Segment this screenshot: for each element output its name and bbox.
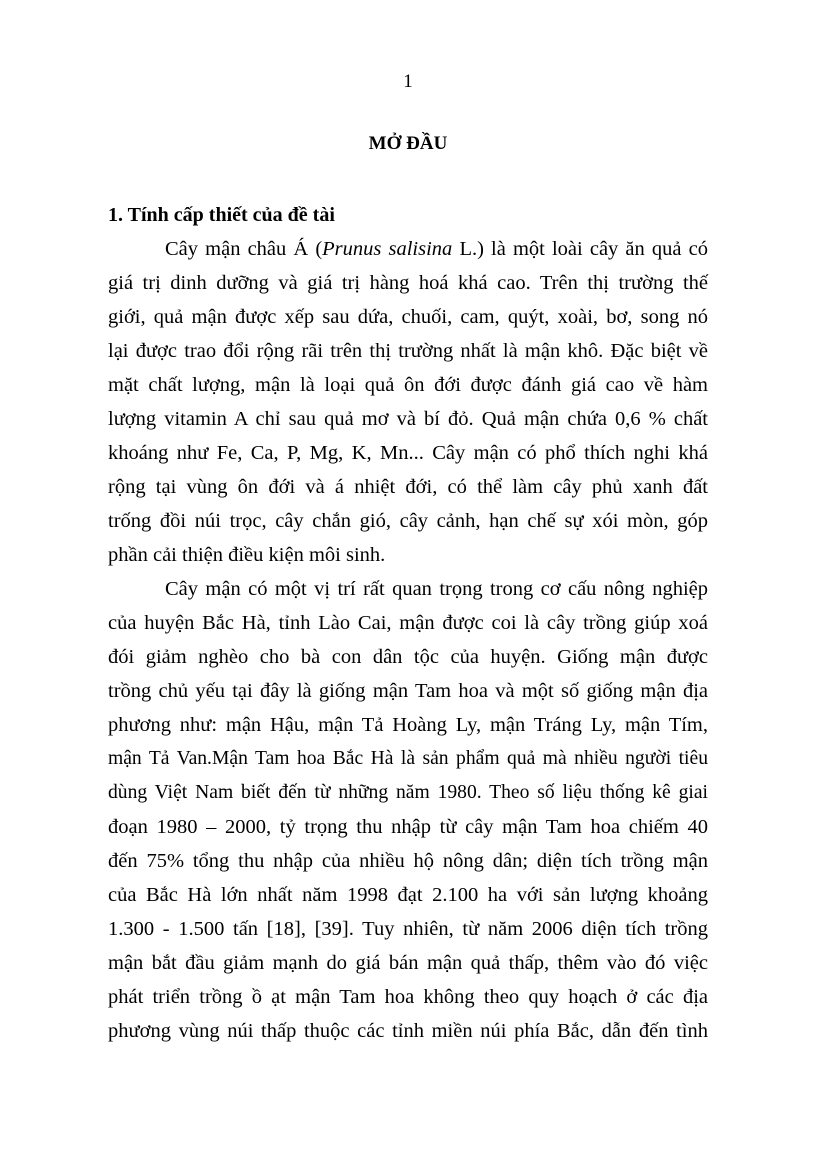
species-name: Prunus salisina [322, 238, 453, 260]
paragraph-1-text-start: Cây mận châu Á ( [165, 238, 323, 260]
paragraph-2-line: mận Tả Van.Mận Tam hoa Bắc Hà là sản phẩm quả mà nhiều người tiêu [108, 748, 708, 769]
paragraph-1-text-end: L.) là một loài cây ăn quả có [452, 238, 708, 260]
paragraph-1-line: khoáng như Fe, Ca, P, Mg, K, Mn... Cây mận có phổ thích nghi khá [108, 442, 708, 464]
paragraph-1-line: lượng vitamin A chỉ sau quả mơ và bí đỏ. Quả mận chứa 0,6 % chất [108, 408, 708, 430]
paragraph-2-line: 1.300 - 1.500 tấn [18], [39]. Tuy nhiên, từ năm 2006 diện tích trồng [108, 918, 708, 940]
chapter-title: MỞ ĐẦU [368, 133, 448, 154]
paragraph-2-line: đoạn 1980 – 2000, tỷ trọng thu nhập từ cây mận Tam hoa chiếm 40 [108, 816, 708, 838]
paragraph-2-line: dùng Việt Nam biết đến từ những năm 1980. Theo số liệu thống kê giai [108, 782, 708, 803]
page-number: 1 [403, 71, 413, 92]
paragraph-1-line: phần cải thiện điều kiện môi sinh. [108, 544, 386, 566]
paragraph-2-line-1: Cây mận có một vị trí rất quan trọng trong cơ cấu nông nghiệp [165, 578, 708, 600]
paragraph-1-line: lại được trao đổi rộng rãi trên thị trường nhất là mận khô. Đặc biệt về [108, 340, 708, 362]
paragraph-2-line: của Bắc Hà lớn nhất năm 1998 đạt 2.100 ha với sản lượng khoảng [108, 884, 708, 906]
paragraph-1-line: giới, quả mận được xếp sau dứa, chuối, cam, quýt, xoài, bơ, song nó [108, 306, 708, 328]
paragraph-2-line: phương vùng núi thấp thuộc các tỉnh miền núi phía Bắc, dẫn đến tình [108, 1020, 708, 1042]
paragraph-2-line: phát triển trồng ồ ạt mận Tam hoa không theo quy hoạch ở các địa [108, 986, 708, 1008]
paragraph-2-line: mận bắt đầu giảm mạnh do giá bán mận quả thấp, thêm vào đó việc [108, 952, 708, 974]
paragraph-1-line-1 [165, 236, 708, 262]
paragraph-1-line: trống đồi núi trọc, cây chắn gió, cây cảnh, hạn chế sự xói mòn, góp [108, 510, 708, 532]
paragraph-1-line: giá trị dinh dưỡng và giá trị hàng hoá khá cao. Trên thị trường thế [108, 272, 708, 294]
paragraph-1-line: rộng tại vùng ôn đới và á nhiệt đới, có thể làm cây phủ xanh đất [108, 476, 708, 498]
paragraph-2-line: đói giảm nghèo cho bà con dân tộc của huyện. Giống mận được [108, 646, 708, 668]
paragraph-2-line: trồng chủ yếu tại đây là giống mận Tam hoa và một số giống mận địa [108, 680, 708, 702]
section-heading: 1. Tính cấp thiết của đề tài [108, 204, 335, 226]
paragraph-2-line: phương như: mận Hậu, mận Tả Hoàng Ly, mận Tráng Ly, mận Tím, [108, 714, 708, 736]
paragraph-1-line: mặt chất lượng, mận là loại quả ôn đới được đánh giá cao về hàm [108, 374, 708, 396]
paragraph-2-line: đến 75% tổng thu nhập của nhiều hộ nông dân; diện tích trồng mận [108, 850, 708, 872]
paragraph-2-line: của huyện Bắc Hà, tỉnh Lào Cai, mận được coi là cây trồng giúp xoá [108, 612, 708, 634]
